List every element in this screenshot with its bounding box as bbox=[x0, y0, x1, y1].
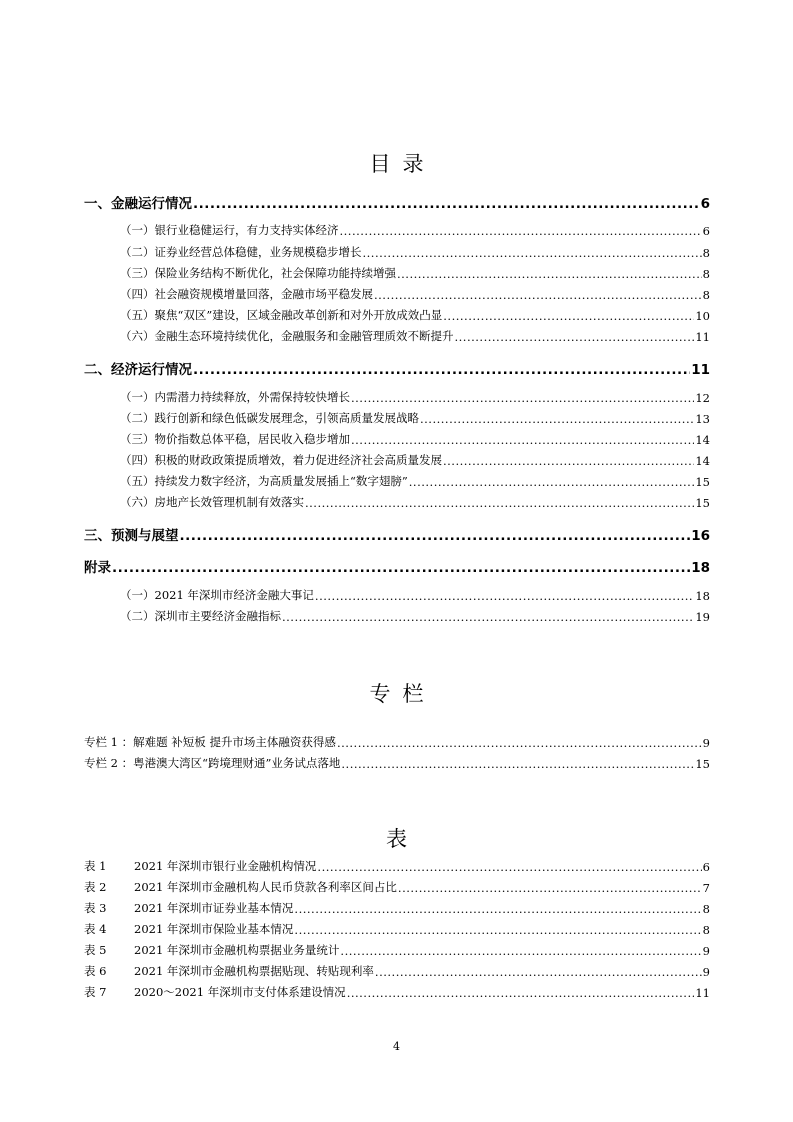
table-entry-number: 表 4 bbox=[84, 922, 107, 936]
toc-item[interactable] bbox=[120, 389, 710, 405]
toc-page-number: 6 bbox=[700, 196, 710, 212]
toc-page-number: 8 bbox=[702, 902, 710, 916]
toc-page-number: 6 bbox=[702, 224, 710, 238]
toc-page-number: 18 bbox=[695, 589, 710, 603]
toc-page-number: 6 bbox=[702, 860, 710, 874]
toc-item[interactable] bbox=[120, 410, 710, 426]
table-entry-number: 表 6 bbox=[84, 964, 107, 978]
toc-item-label: （六）金融生态环境持续优化，金融服务和金融管理质效不断提升 bbox=[120, 329, 454, 343]
toc-item-label: （一）2021 年深圳市经济金融大事记 bbox=[120, 588, 314, 602]
table-entry-label: 2020～2021 年深圳市支付体系建设情况 bbox=[134, 985, 346, 999]
toc-page-number: 9 bbox=[702, 944, 710, 958]
toc-page-number: 11 bbox=[695, 330, 710, 344]
table-entry-number: 表 7 bbox=[84, 985, 107, 999]
table-entry[interactable] bbox=[84, 963, 710, 979]
toc-page-number: 9 bbox=[702, 965, 710, 979]
column-entry[interactable] bbox=[84, 755, 710, 771]
toc-item-label: （五）聚焦“双区”建设，区域金融改革创新和对外开放成效凸显 bbox=[120, 308, 443, 322]
toc-item[interactable] bbox=[120, 473, 710, 489]
table-entry[interactable] bbox=[84, 858, 710, 874]
column-entry-label: 专栏 2 ：粤港澳大湾区“跨境理财通”业务试点落地 bbox=[84, 756, 341, 770]
toc-page-number: 8 bbox=[702, 267, 710, 281]
toc-item-label: （三）保险业务结构不断优化，社会保障功能持续增强 bbox=[120, 266, 396, 280]
table-entry-label: 2021 年深圳市保险业基本情况 bbox=[134, 922, 294, 936]
column-entry[interactable] bbox=[84, 734, 710, 750]
toc-section-label: 附录 bbox=[84, 560, 111, 576]
table-entry-label: 2021 年深圳市金融机构票据业务量统计 bbox=[134, 943, 340, 957]
toc-page-number: 7 bbox=[702, 881, 710, 895]
table-entry[interactable] bbox=[84, 879, 710, 895]
toc-item[interactable] bbox=[120, 452, 710, 468]
toc-item[interactable] bbox=[120, 307, 710, 323]
toc-page-number: 14 bbox=[695, 454, 710, 468]
table-entry[interactable] bbox=[84, 942, 710, 958]
toc-page-number: 8 bbox=[702, 923, 710, 937]
table-entry[interactable] bbox=[84, 900, 710, 916]
table-entry[interactable] bbox=[84, 921, 710, 937]
table-entry[interactable] bbox=[84, 984, 710, 1000]
toc-item[interactable] bbox=[120, 286, 710, 302]
toc-page-number: 13 bbox=[695, 412, 710, 426]
table-entry-label: 2021 年深圳市证券业基本情况 bbox=[134, 901, 294, 915]
toc-item[interactable] bbox=[120, 608, 710, 624]
toc-section-appendix[interactable] bbox=[84, 556, 710, 576]
toc-title: 目录 bbox=[369, 152, 436, 176]
toc-page-number: 11 bbox=[695, 986, 710, 1000]
columns-title: 专栏 bbox=[369, 682, 436, 706]
table-entry-number: 表 2 bbox=[84, 880, 107, 894]
tables-title: 表 bbox=[386, 827, 419, 851]
toc-item[interactable] bbox=[120, 265, 710, 281]
toc-item[interactable] bbox=[120, 328, 710, 344]
table-entry-label: 2021 年深圳市银行业金融机构情况 bbox=[134, 859, 317, 873]
toc-page-number: 8 bbox=[702, 288, 710, 302]
toc-item[interactable] bbox=[120, 587, 710, 603]
toc-item[interactable] bbox=[120, 222, 710, 238]
table-entry-number: 表 1 bbox=[84, 859, 107, 873]
toc-item-label: （一）银行业稳健运行，有力支持实体经济 bbox=[120, 223, 339, 237]
toc-item[interactable] bbox=[120, 494, 710, 510]
toc-item-label: （四）积极的财政政策提质增效，着力促进经济社会高质量发展 bbox=[120, 453, 442, 467]
toc-page-number: 11 bbox=[691, 362, 710, 378]
toc-item-label: （一）内需潜力持续释放，外需保持较快增长 bbox=[120, 390, 350, 404]
toc-item-label: （三）物价指数总体平稳，居民收入稳步增加 bbox=[120, 432, 350, 446]
table-entry-number: 表 5 bbox=[84, 943, 107, 957]
toc-page-number: 14 bbox=[695, 433, 710, 447]
toc-page-number: 10 bbox=[695, 309, 710, 323]
toc-section-label: 一、金融运行情况 bbox=[84, 196, 192, 212]
toc-section-label: 二、经济运行情况 bbox=[84, 362, 192, 378]
toc-item[interactable] bbox=[120, 431, 710, 447]
table-entry-number: 表 3 bbox=[84, 901, 107, 915]
toc-section-3[interactable] bbox=[84, 524, 710, 544]
toc-page-number: 15 bbox=[695, 475, 710, 489]
toc-section-1[interactable] bbox=[84, 192, 710, 212]
toc-item-label: （六）房地产长效管理机制有效落实 bbox=[120, 495, 304, 509]
column-entry-label: 专栏 1 ：解难题 补短板 提升市场主体融资获得感 bbox=[84, 735, 336, 749]
toc-page-number: 15 bbox=[695, 757, 710, 771]
toc-page-number: 19 bbox=[695, 610, 710, 624]
toc-section-2[interactable] bbox=[84, 358, 710, 378]
toc-page-number: 15 bbox=[695, 496, 710, 510]
table-entry-label: 2021 年深圳市金融机构人民币贷款各利率区间占比 bbox=[134, 880, 397, 894]
toc-item-label: （二）证券业经营总体稳健，业务规模稳步增长 bbox=[120, 245, 362, 259]
toc-page-number: 12 bbox=[695, 391, 710, 405]
toc-item-label: （二）践行创新和绿色低碳发展理念，引领高质量发展战略 bbox=[120, 411, 419, 425]
toc-section-label: 三、预测与展望 bbox=[84, 528, 179, 544]
toc-item-label: （五）持续发力数字经济，为高质量发展插上“数字翅膀” bbox=[120, 474, 408, 488]
toc-item-label: （四）社会融资规模增量回落，金融市场平稳发展 bbox=[120, 287, 373, 301]
toc-item-label: （二）深圳市主要经济金融指标 bbox=[120, 609, 281, 623]
toc-page-number: 8 bbox=[702, 246, 710, 260]
toc-page-number: 18 bbox=[691, 560, 710, 576]
table-entry-label: 2021 年深圳市金融机构票据贴现、转贴现利率 bbox=[134, 964, 374, 978]
toc-item[interactable] bbox=[120, 244, 710, 260]
toc-page-number: 16 bbox=[691, 528, 710, 544]
page-number: 4 bbox=[393, 1040, 400, 1053]
toc-page-number: 9 bbox=[702, 736, 710, 750]
